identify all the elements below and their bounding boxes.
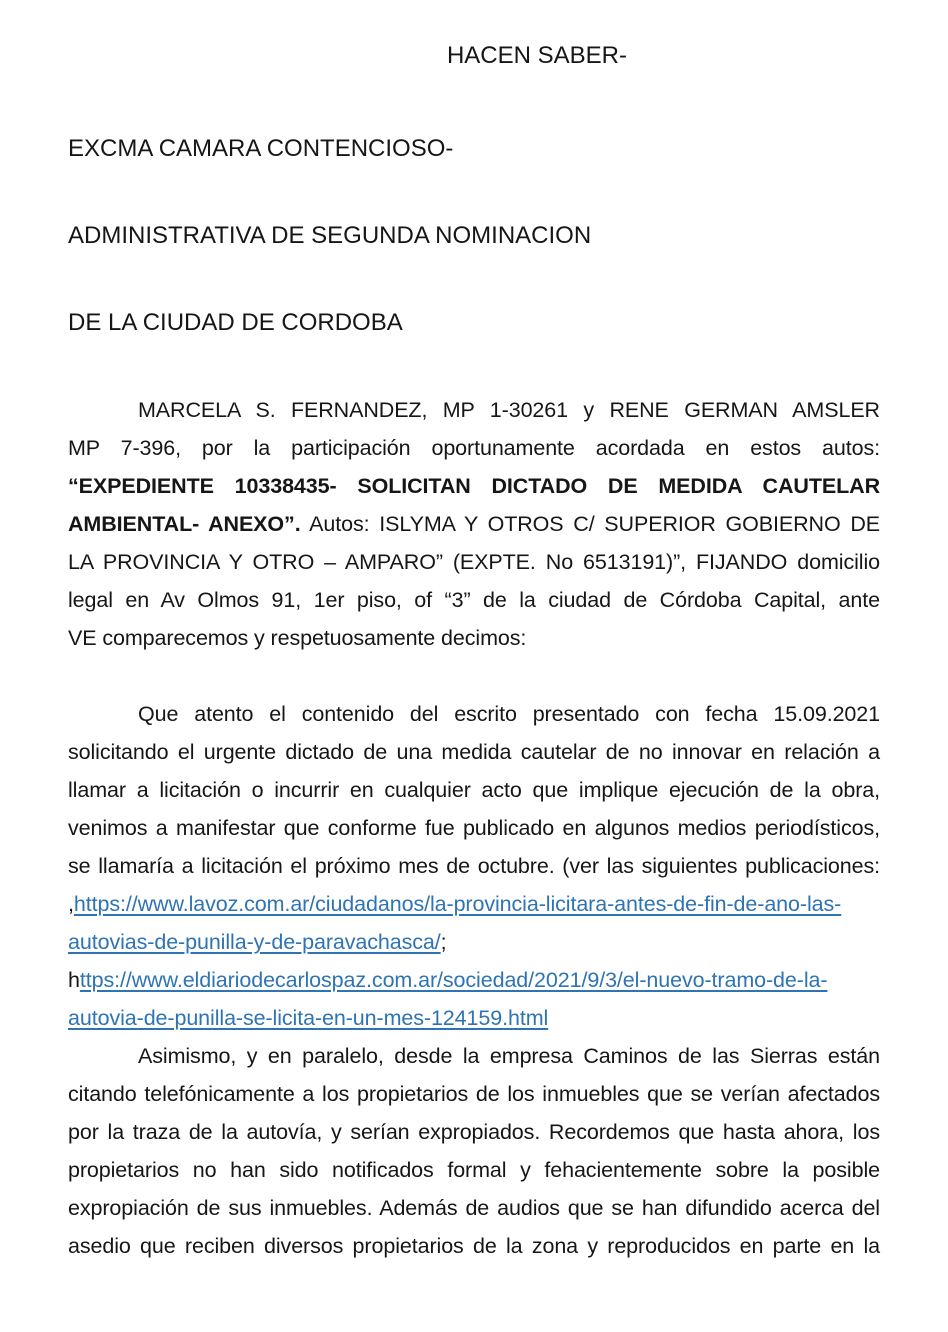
autos-reference-segment: Autos: ISLYMA Y OTROS C/ SUPERIOR GOBIERNO DE <box>309 512 881 536</box>
text-line: LA PROVINCIA Y OTRO – AMPARO” (EXPTE. No 6513191)”, FIJANDO domicilio <box>68 550 880 574</box>
eldiariodecarlospaz-article-link[interactable]: ttps://www.eldiariodecarlospaz.com.ar/sociedad/2021/9/3/el-nuevo-tramo-de-la- <box>79 968 828 992</box>
text-line-case-title <box>68 505 880 543</box>
text-line-link <box>68 961 880 999</box>
text-line: expropiación de sus inmuebles. Además de audios que se han difundido acerca del <box>68 1196 880 1220</box>
lavoz-article-link[interactable]: autovias-de-punilla-y-de-paravachasca/ <box>68 930 441 954</box>
text-line: MP 7-396, por la participación oportunamente acordada en estos autos: <box>68 436 880 460</box>
text-line: asedio que reciben diversos propietarios de la zona y reproducidos en parte en la <box>68 1234 880 1258</box>
link-prefix-comma: , <box>68 892 74 916</box>
court-name-line-2: ADMINISTRATIVA DE SEGUNDA NOMINACION <box>68 222 592 249</box>
eldiariodecarlospaz-article-link[interactable]: autovia-de-punilla-se-licita-en-un-mes-124159.html <box>68 1006 549 1030</box>
text-line: VE comparecemos y respetuosamente decimos: <box>68 626 527 650</box>
paragraph-appearance <box>68 391 880 657</box>
text-line: Asimismo, y en paralelo, desde la empresa Caminos de las Sierras están <box>138 1044 880 1068</box>
text-line-link <box>68 999 880 1037</box>
link-suffix-semicolon: ; <box>440 930 447 954</box>
text-line: por la traza de la autovía, y serían expropiados. Recordemos que hasta ahora, los <box>68 1120 880 1144</box>
text-line: se llamaría a licitación el próximo mes de octubre. (ver las siguientes publicaciones: <box>68 854 880 878</box>
text-line: solicitando el urgente dictado de una medida cautelar de no innovar en relación a <box>68 740 880 764</box>
document-title: HACEN SABER- <box>446 42 628 69</box>
text-line-link <box>68 923 880 961</box>
text-line-case-title: “EXPEDIENTE 10338435- SOLICITAN DICTADO DE MEDIDA CAUTELAR <box>68 474 880 498</box>
paragraph-asimismo <box>68 1037 880 1265</box>
text-line: MARCELA S. FERNANDEZ, MP 1-30261 y RENE GERMAN AMSLER <box>138 398 880 422</box>
text-line: llamar a licitación o incurrir en cualquier acto que implique ejecución de la obra, <box>68 778 880 802</box>
court-name-line-1: EXCMA CAMARA CONTENCIOSO- <box>68 135 454 162</box>
text-line: Que atento el contenido del escrito presentado con fecha 15.09.2021 <box>138 702 880 726</box>
text-line-link <box>68 885 880 923</box>
paragraph-facts <box>68 695 880 1037</box>
text-line: propietarios no han sido notificados formal y fehacientemente sobre la posible <box>68 1158 880 1182</box>
text-line: legal en Av Olmos 91, 1er piso, of “3” de la ciudad de Córdoba Capital, ante <box>68 588 880 612</box>
court-name-line-3: DE LA CIUDAD DE CORDOBA <box>68 309 403 336</box>
link-prefix-h: h <box>68 968 80 992</box>
case-title-bold-segment: AMBIENTAL- ANEXO”. <box>68 512 301 536</box>
text-line: venimos a manifestar que conforme fue publicado en algunos medios periodísticos, <box>68 816 880 840</box>
lavoz-article-link[interactable]: https://www.lavoz.com.ar/ciudadanos/la-provincia-licitara-antes-de-fin-de-ano-las- <box>73 892 842 916</box>
text-line: citando telefónicamente a los propietarios de los inmuebles que se verían afectados <box>68 1082 880 1106</box>
document-body <box>68 391 880 1265</box>
